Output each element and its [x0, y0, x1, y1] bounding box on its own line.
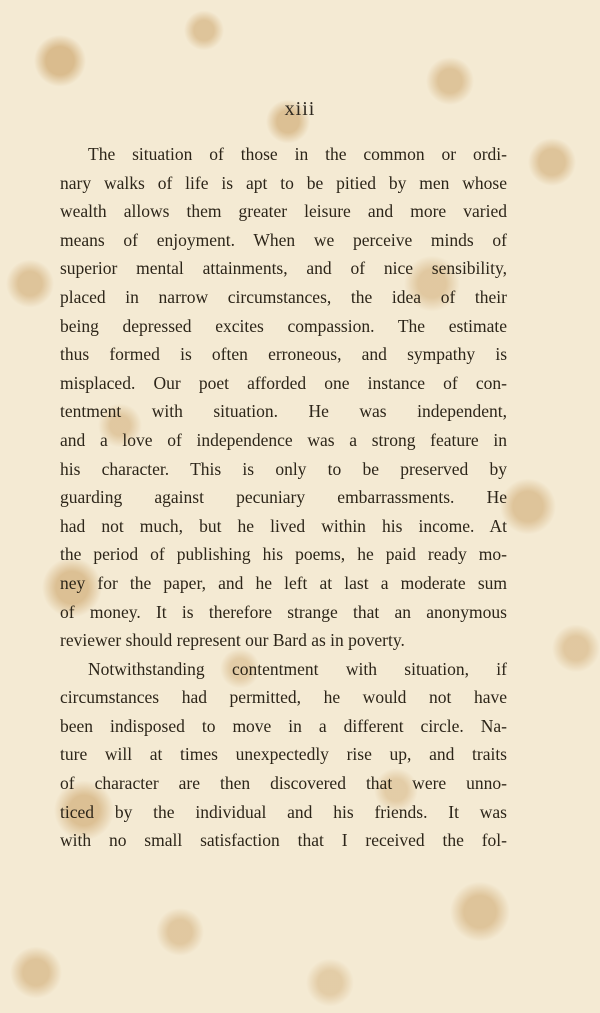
- text-line: guarding against pecuniary embarrassments. He: [60, 487, 507, 508]
- text-line: circumstances had permitted, he would not have: [60, 687, 507, 708]
- text-line: his character. This is only to be preserved by: [60, 458, 507, 479]
- text-line: Notwithstanding contentment with situation, if: [88, 658, 507, 679]
- text-line: placed in narrow circumstances, the idea of their: [60, 286, 507, 307]
- text-line: The situation of those in the common or ordi-: [88, 144, 507, 164]
- text-line: had not much, but he lived within his income. At: [60, 515, 507, 536]
- text-line: tentment with situation. He was independent,: [60, 401, 507, 422]
- text-line: nary walks of life is apt to be pitied by men whose: [60, 172, 507, 193]
- text-line: superior mental attainments, and of nice sensibility,: [60, 258, 507, 279]
- body-text: [60, 140, 507, 855]
- text-line: reviewer should represent our Bard as in poverty.: [60, 630, 405, 651]
- page-number: xiii: [284, 98, 316, 120]
- text-line: been indisposed to move in a different circle. Na-: [60, 715, 507, 736]
- text-line: wealth allows them greater leisure and more varied: [60, 201, 507, 222]
- text-line: misplaced. Our poet afforded one instance of con-: [60, 372, 507, 393]
- text-line: ney for the paper, and he left at last a moderate sum: [60, 572, 507, 593]
- text-line: of money. It is therefore strange that an anonymous: [60, 601, 507, 622]
- text-line: ture will at times unexpectedly rise up, and traits: [60, 744, 507, 765]
- text-line: with no small satisfaction that I received the fol-: [60, 830, 507, 851]
- text-line: being depressed excites compassion. The estimate: [60, 315, 507, 336]
- text-line: means of enjoyment. When we perceive minds of: [60, 229, 507, 250]
- text-line: of character are then discovered that were unno-: [60, 773, 507, 794]
- text-line: and a love of independence was a strong feature in: [60, 429, 507, 450]
- text-line: thus formed is often erroneous, and sympathy is: [60, 344, 507, 365]
- text-line: the period of publishing his poems, he paid ready mo-: [60, 544, 507, 565]
- text-line: ticed by the individual and his friends. It was: [60, 801, 507, 822]
